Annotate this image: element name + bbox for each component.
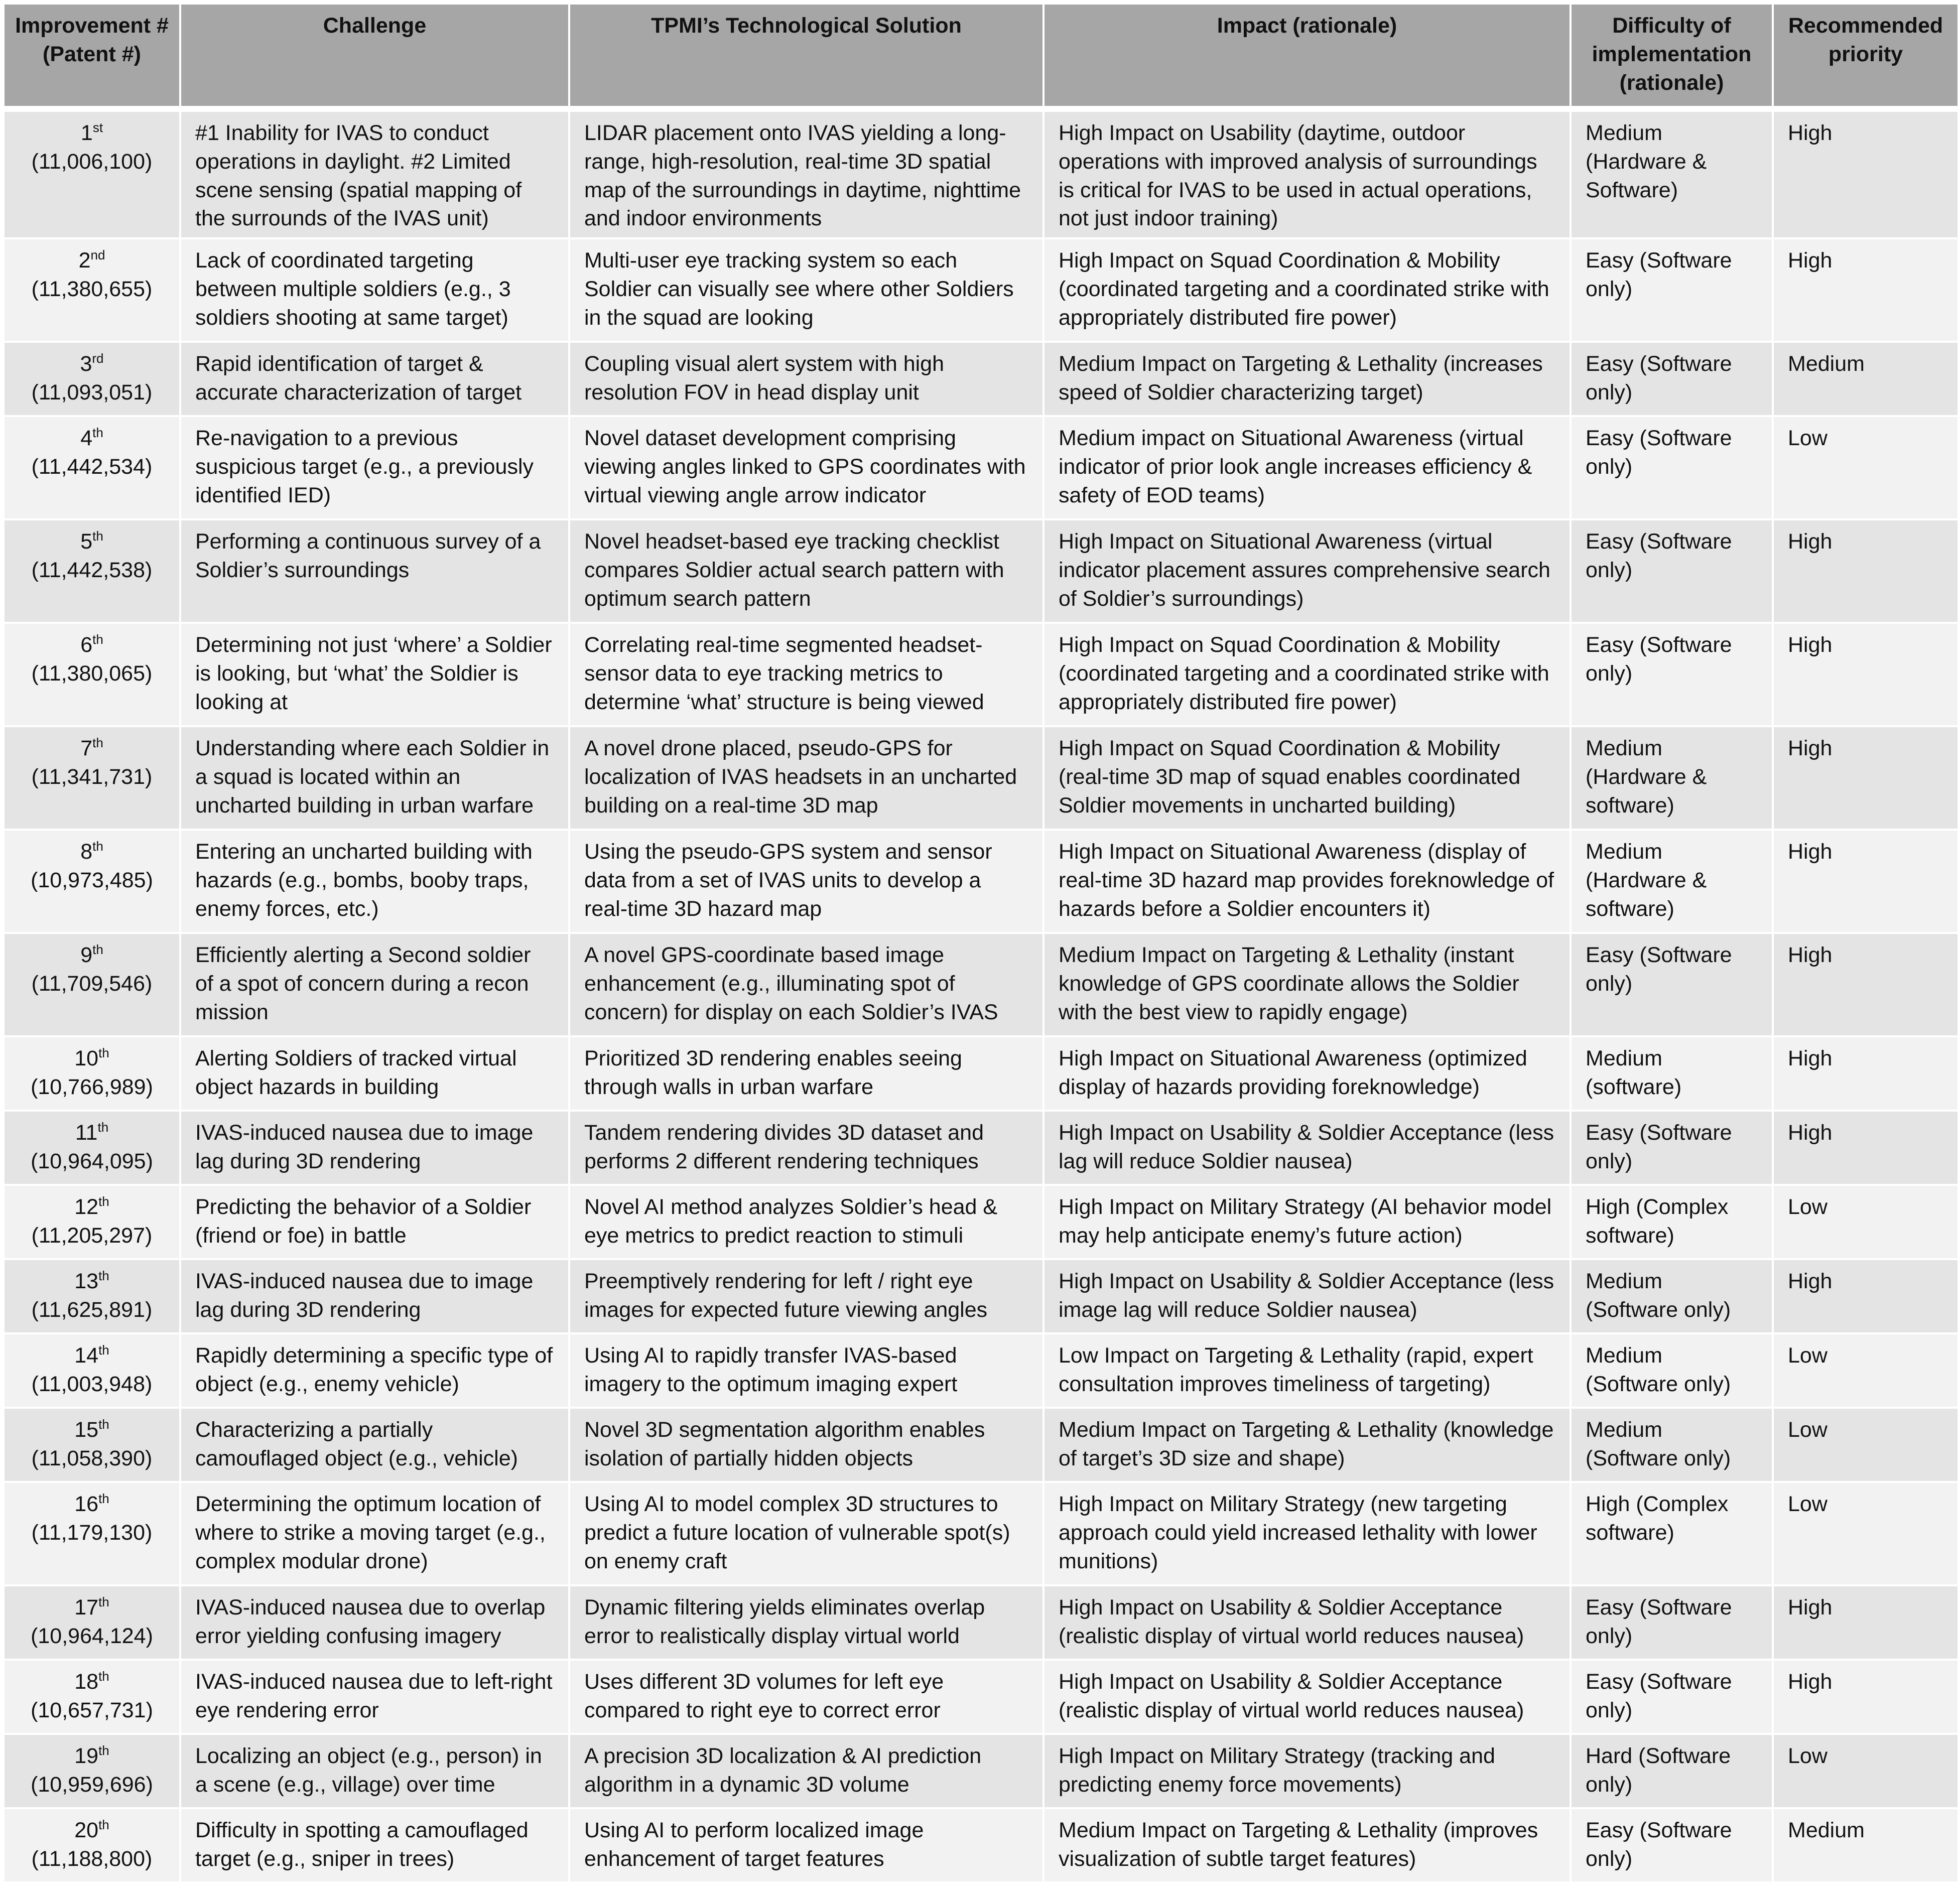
improvement-number: 11th (75, 1120, 109, 1145)
difficulty-cell: Medium (Hardware & software) (1571, 726, 1773, 830)
solution-cell: Prioritized 3D rendering enables seeing through walls in urban warfare (569, 1036, 1043, 1111)
solution-cell: Using AI to perform localized image enhancement of target features (569, 1808, 1043, 1882)
patent-number: (11,341,731) (31, 764, 153, 789)
table-container (3, 3, 1957, 1883)
challenge-cell: Understanding where each Soldier in a squad is located within an uncharted building in urban warfare (180, 726, 569, 830)
challenge-cell: IVAS-induced nausea due to left-right eye rendering error (180, 1660, 569, 1734)
priority-cell: Low (1773, 1333, 1958, 1408)
difficulty-cell: High (Complex software) (1571, 1185, 1773, 1259)
patent-number: (11,205,297) (31, 1223, 153, 1248)
improvement-number: 4th (80, 425, 103, 450)
priority-cell: High (1773, 830, 1958, 933)
difficulty-cell: Easy (Software only) (1571, 342, 1773, 416)
improvement-cell (4, 238, 180, 342)
priority-cell: Low (1773, 1185, 1958, 1259)
difficulty-cell: Medium (Hardware & software) (1571, 830, 1773, 933)
challenge-cell: IVAS-induced nausea due to image lag during 3D rendering (180, 1111, 569, 1185)
table-row (4, 1585, 1958, 1660)
priority-cell: High (1773, 933, 1958, 1036)
challenge-cell: IVAS-induced nausea due to overlap error yielding confusing imagery (180, 1585, 569, 1660)
impact-cell: Medium impact on Situational Awareness (virtual indicator of prior look angle increases efficiency & safety of EOD teams) (1043, 416, 1571, 519)
patent-number: (11,003,948) (31, 1372, 153, 1396)
header-difficulty: Difficulty of implementation (rationale) (1571, 4, 1773, 109)
improvement-cell (4, 1585, 180, 1660)
table-row (4, 416, 1958, 519)
solution-cell: Dynamic filtering yields eliminates overlap error to realistically display virtual world (569, 1585, 1043, 1660)
challenge-cell: Rapid identification of target & accurate characterization of target (180, 342, 569, 416)
patent-number: (11,179,130) (31, 1520, 153, 1545)
difficulty-cell: Medium (Software only) (1571, 1408, 1773, 1482)
impact-cell: High Impact on Usability & Soldier Acceptance (realistic display of virtual world reduces nausea) (1043, 1585, 1571, 1660)
header-improvement: Improvement # (Patent #) (4, 4, 180, 109)
improvement-cell (4, 1333, 180, 1408)
difficulty-cell: Easy (Software only) (1571, 1585, 1773, 1660)
patent-number: (11,093,051) (31, 380, 153, 404)
table-row (4, 933, 1958, 1036)
challenge-cell: IVAS-induced nausea due to image lag during 3D rendering (180, 1259, 569, 1333)
table-row (4, 342, 1958, 416)
solution-cell: LIDAR placement onto IVAS yielding a long-range, high-resolution, real-time 3D spatial map of the surroundings in daytime, nighttime and indoor environments (569, 109, 1043, 238)
improvement-table (3, 3, 1959, 1883)
table-row (4, 1333, 1958, 1408)
improvement-cell (4, 933, 180, 1036)
patent-number: (10,766,989) (31, 1074, 153, 1099)
patent-number: (11,442,534) (31, 454, 153, 479)
priority-cell: High (1773, 109, 1958, 238)
patent-number: (10,959,696) (31, 1772, 153, 1797)
improvement-number: 17th (74, 1594, 109, 1619)
improvement-number: 18th (74, 1669, 109, 1694)
patent-number: (11,442,538) (31, 558, 153, 582)
improvement-number: 2nd (78, 247, 105, 273)
priority-cell: High (1773, 238, 1958, 342)
impact-cell: Medium Impact on Targeting & Lethality (knowledge of target’s 3D size and shape) (1043, 1408, 1571, 1482)
difficulty-cell: Easy (Software only) (1571, 416, 1773, 519)
patent-number: (10,964,095) (31, 1149, 153, 1173)
patent-number: (11,006,100) (31, 149, 153, 174)
impact-cell: High Impact on Military Strategy (tracking and predicting enemy force movements) (1043, 1734, 1571, 1808)
impact-cell: Medium Impact on Targeting & Lethality (improves visualization of subtle target features) (1043, 1808, 1571, 1882)
improvement-cell (4, 726, 180, 830)
improvement-number: 12th (74, 1194, 109, 1219)
solution-cell: Correlating real-time segmented headset-sensor data to eye tracking metrics to determine ‘what’ structure is being viewed (569, 623, 1043, 726)
challenge-cell: Re-navigation to a previous suspicious target (e.g., a previously identified IED) (180, 416, 569, 519)
patent-number: (10,964,124) (31, 1623, 153, 1648)
solution-cell: Tandem rendering divides 3D dataset and performs 2 different rendering techniques (569, 1111, 1043, 1185)
challenge-cell: Determining the optimum location of where to strike a moving target (e.g., complex modular drone) (180, 1482, 569, 1585)
improvement-cell (4, 342, 180, 416)
solution-cell: Novel headset-based eye tracking checklist compares Soldier actual search pattern with optimum search pattern (569, 519, 1043, 623)
priority-cell: High (1773, 1111, 1958, 1185)
difficulty-cell: Medium (software) (1571, 1036, 1773, 1111)
table-row (4, 519, 1958, 623)
impact-cell: High Impact on Squad Coordination & Mobility (coordinated targeting and a coordinated strike with appropriately distributed fire power) (1043, 623, 1571, 726)
difficulty-cell: Medium (Software only) (1571, 1333, 1773, 1408)
improvement-number: 7th (80, 735, 103, 760)
improvement-number: 16th (74, 1491, 109, 1516)
priority-cell: Medium (1773, 342, 1958, 416)
difficulty-cell: Easy (Software only) (1571, 1111, 1773, 1185)
challenge-cell: Efficiently alerting a Second soldier of a spot of concern during a recon mission (180, 933, 569, 1036)
improvement-number: 5th (80, 528, 103, 554)
patent-number: (11,380,655) (31, 277, 153, 301)
improvement-number: 14th (74, 1342, 109, 1368)
priority-cell: High (1773, 1036, 1958, 1111)
priority-cell: High (1773, 1259, 1958, 1333)
improvement-number: 1st (80, 120, 103, 145)
challenge-cell: Rapidly determining a specific type of object (e.g., enemy vehicle) (180, 1333, 569, 1408)
impact-cell: High Impact on Situational Awareness (virtual indicator placement assures comprehensive search of Soldier’s surroundings) (1043, 519, 1571, 623)
impact-cell: High Impact on Usability & Soldier Acceptance (less lag will reduce Soldier nausea) (1043, 1111, 1571, 1185)
solution-cell: Coupling visual alert system with high resolution FOV in head display unit (569, 342, 1043, 416)
solution-cell: A novel drone placed, pseudo-GPS for localization of IVAS headsets in an uncharted building on a real-time 3D map (569, 726, 1043, 830)
table-row (4, 238, 1958, 342)
priority-cell: Low (1773, 416, 1958, 519)
table-row (4, 1036, 1958, 1111)
priority-cell: Medium (1773, 1808, 1958, 1882)
table-row (4, 1734, 1958, 1808)
solution-cell: Uses different 3D volumes for left eye compared to right eye to correct error (569, 1660, 1043, 1734)
impact-cell: High Impact on Squad Coordination & Mobility (coordinated targeting and a coordinated strike with appropriately distributed fire power) (1043, 238, 1571, 342)
impact-cell: Medium Impact on Targeting & Lethality (increases speed of Soldier characterizing target) (1043, 342, 1571, 416)
impact-cell: High Impact on Squad Coordination & Mobility (real-time 3D map of squad enables coordinated Soldier movements in uncharted building) (1043, 726, 1571, 830)
impact-cell: High Impact on Usability & Soldier Acceptance (realistic display of virtual world reduces nausea) (1043, 1660, 1571, 1734)
improvement-number: 10th (74, 1045, 109, 1070)
improvement-cell (4, 519, 180, 623)
improvement-cell (4, 1036, 180, 1111)
improvement-cell (4, 1408, 180, 1482)
header-challenge: Challenge (180, 4, 569, 109)
priority-cell: High (1773, 1660, 1958, 1734)
header-row (4, 4, 1958, 109)
improvement-number: 20th (74, 1817, 109, 1842)
solution-cell: Using AI to model complex 3D structures to predict a future location of vulnerable spot(s) on enemy craft (569, 1482, 1043, 1585)
improvement-number: 8th (80, 839, 103, 864)
improvement-cell (4, 416, 180, 519)
difficulty-cell: High (Complex software) (1571, 1482, 1773, 1585)
table-row (4, 1808, 1958, 1882)
impact-cell: High Impact on Military Strategy (AI behavior model may help anticipate enemy’s future action) (1043, 1185, 1571, 1259)
patent-number: (10,657,731) (31, 1698, 153, 1722)
table-row (4, 726, 1958, 830)
challenge-cell: Difficulty in spotting a camouflaged target (e.g., sniper in trees) (180, 1808, 569, 1882)
solution-cell: Novel AI method analyzes Soldier’s head & eye metrics to predict reaction to stimuli (569, 1185, 1043, 1259)
challenge-cell: Characterizing a partially camouflaged object (e.g., vehicle) (180, 1408, 569, 1482)
header-impact: Impact (rationale) (1043, 4, 1571, 109)
impact-cell: High Impact on Military Strategy (new targeting approach could yield increased lethality with lower munitions) (1043, 1482, 1571, 1585)
patent-number: (11,188,800) (31, 1846, 153, 1871)
difficulty-cell: Easy (Software only) (1571, 238, 1773, 342)
improvement-number: 13th (74, 1268, 109, 1293)
priority-cell: High (1773, 519, 1958, 623)
difficulty-cell: Easy (Software only) (1571, 933, 1773, 1036)
table-row (4, 109, 1958, 238)
priority-cell: High (1773, 726, 1958, 830)
solution-cell: A precision 3D localization & AI prediction algorithm in a dynamic 3D volume (569, 1734, 1043, 1808)
solution-cell: Preemptively rendering for left / right eye images for expected future viewing angles (569, 1259, 1043, 1333)
improvement-number: 6th (80, 632, 103, 657)
table-row (4, 1185, 1958, 1259)
improvement-cell (4, 1808, 180, 1882)
table-row (4, 1408, 1958, 1482)
challenge-cell: #1 Inability for IVAS to conduct operations in daylight. #2 Limited scene sensing (spatial mapping of the surrounds of the IVAS unit) (180, 109, 569, 238)
impact-cell: High Impact on Situational Awareness (display of real-time 3D hazard map provides foreknowledge of hazards before a Soldier encounters it) (1043, 830, 1571, 933)
impact-cell: Medium Impact on Targeting & Lethality (instant knowledge of GPS coordinate allows the Soldier with the best view to rapidly engage) (1043, 933, 1571, 1036)
difficulty-cell: Easy (Software only) (1571, 623, 1773, 726)
difficulty-cell: Medium (Hardware & Software) (1571, 109, 1773, 238)
improvement-number: 15th (74, 1417, 109, 1442)
table-row (4, 1482, 1958, 1585)
patent-number: (11,625,891) (31, 1297, 153, 1322)
challenge-cell: Lack of coordinated targeting between multiple soldiers (e.g., 3 soldiers shooting at same target) (180, 238, 569, 342)
table-row (4, 1660, 1958, 1734)
table-row (4, 830, 1958, 933)
patent-number: (11,380,065) (31, 661, 153, 686)
patent-number: (10,973,485) (31, 868, 153, 892)
improvement-cell (4, 1482, 180, 1585)
header-priority: Recommended priority (1773, 4, 1958, 109)
priority-cell: High (1773, 623, 1958, 726)
solution-cell: Using AI to rapidly transfer IVAS-based imagery to the optimum imaging expert (569, 1333, 1043, 1408)
challenge-cell: Performing a continuous survey of a Soldier’s surroundings (180, 519, 569, 623)
improvement-cell (4, 109, 180, 238)
solution-cell: Novel dataset development comprising viewing angles linked to GPS coordinates with virtual viewing angle arrow indicator (569, 416, 1043, 519)
improvement-number: 19th (74, 1743, 109, 1768)
priority-cell: Low (1773, 1482, 1958, 1585)
solution-cell: Multi-user eye tracking system so each Soldier can visually see where other Soldiers in the squad are looking (569, 238, 1043, 342)
difficulty-cell: Easy (Software only) (1571, 1660, 1773, 1734)
table-body (4, 109, 1958, 1882)
priority-cell: High (1773, 1585, 1958, 1660)
header-solution: TPMI’s Technological Solution (569, 4, 1043, 109)
improvement-number: 9th (80, 942, 103, 967)
solution-cell: Using the pseudo-GPS system and sensor data from a set of IVAS units to develop a real-time 3D hazard map (569, 830, 1043, 933)
improvement-cell (4, 1259, 180, 1333)
solution-cell: A novel GPS-coordinate based image enhancement (e.g., illuminating spot of concern) for display on each Soldier’s IVAS (569, 933, 1043, 1036)
challenge-cell: Localizing an object (e.g., person) in a scene (e.g., village) over time (180, 1734, 569, 1808)
challenge-cell: Determining not just ‘where’ a Soldier is looking, but ‘what’ the Soldier is looking at (180, 623, 569, 726)
improvement-cell (4, 830, 180, 933)
impact-cell: High Impact on Usability (daytime, outdoor operations with improved analysis of surroundings is critical for IVAS to be used in actual operations, not just indoor training) (1043, 109, 1571, 238)
impact-cell: Low Impact on Targeting & Lethality (rapid, expert consultation improves timeliness of targeting) (1043, 1333, 1571, 1408)
challenge-cell: Predicting the behavior of a Soldier (friend or foe) in battle (180, 1185, 569, 1259)
improvement-cell (4, 1660, 180, 1734)
difficulty-cell: Hard (Software only) (1571, 1734, 1773, 1808)
improvement-cell (4, 1185, 180, 1259)
table-row (4, 1259, 1958, 1333)
improvement-number: 3rd (80, 351, 104, 376)
challenge-cell: Alerting Soldiers of tracked virtual object hazards in building (180, 1036, 569, 1111)
impact-cell: High Impact on Situational Awareness (optimized display of hazards providing foreknowledge) (1043, 1036, 1571, 1111)
challenge-cell: Entering an uncharted building with hazards (e.g., bombs, booby traps, enemy forces, etc.) (180, 830, 569, 933)
impact-cell: High Impact on Usability & Soldier Acceptance (less image lag will reduce Soldier nausea) (1043, 1259, 1571, 1333)
difficulty-cell: Easy (Software only) (1571, 1808, 1773, 1882)
patent-number: (11,709,546) (31, 971, 153, 996)
improvement-cell (4, 623, 180, 726)
table-row (4, 1111, 1958, 1185)
solution-cell: Novel 3D segmentation algorithm enables isolation of partially hidden objects (569, 1408, 1043, 1482)
priority-cell: Low (1773, 1408, 1958, 1482)
table-row (4, 623, 1958, 726)
patent-number: (11,058,390) (31, 1446, 153, 1470)
difficulty-cell: Easy (Software only) (1571, 519, 1773, 623)
priority-cell: Low (1773, 1734, 1958, 1808)
improvement-cell (4, 1111, 180, 1185)
difficulty-cell: Medium (Software only) (1571, 1259, 1773, 1333)
improvement-cell (4, 1734, 180, 1808)
